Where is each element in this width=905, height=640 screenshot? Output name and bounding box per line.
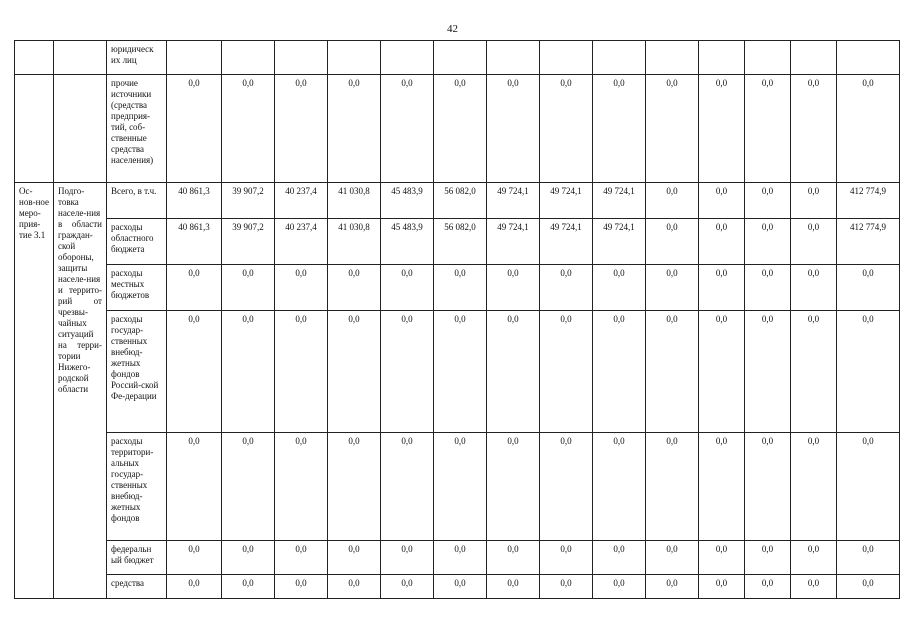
value-cell: 0,0 — [167, 575, 222, 599]
value-cell — [434, 41, 487, 75]
value-cell: 0,0 — [593, 433, 646, 541]
value-cell: 0,0 — [381, 575, 434, 599]
source-cell: расходы местных бюджетов — [107, 265, 167, 311]
value-cell: 0,0 — [540, 541, 593, 575]
table-row — [15, 41, 900, 75]
value-cell — [328, 41, 381, 75]
source-cell: Всего, в т.ч. — [107, 183, 167, 219]
value-cell: 0,0 — [381, 75, 434, 183]
value-cell: 0,0 — [434, 575, 487, 599]
value-cell: 40 237,4 — [275, 219, 328, 265]
value-cell: 0,0 — [222, 433, 275, 541]
value-cell — [745, 41, 791, 75]
value-cell: 0,0 — [434, 311, 487, 433]
value-cell: 0,0 — [167, 75, 222, 183]
table-row — [15, 575, 900, 599]
value-cell: 0,0 — [434, 75, 487, 183]
value-cell: 39 907,2 — [222, 219, 275, 265]
value-cell — [381, 41, 434, 75]
value-cell: 0,0 — [837, 541, 900, 575]
value-cell: 0,0 — [791, 183, 837, 219]
value-cell: 0,0 — [167, 541, 222, 575]
value-cell — [487, 41, 540, 75]
activity-name-cell — [54, 41, 107, 75]
value-cell: 0,0 — [593, 311, 646, 433]
value-cell: 39 907,2 — [222, 183, 275, 219]
value-cell: 0,0 — [540, 311, 593, 433]
value-cell: 0,0 — [699, 219, 745, 265]
value-cell: 0,0 — [167, 311, 222, 433]
value-cell: 0,0 — [646, 219, 699, 265]
value-cell: 0,0 — [540, 433, 593, 541]
value-cell: 0,0 — [646, 541, 699, 575]
value-cell: 0,0 — [593, 575, 646, 599]
value-cell: 0,0 — [791, 75, 837, 183]
value-cell: 49 724,1 — [593, 219, 646, 265]
value-cell: 0,0 — [646, 265, 699, 311]
value-cell: 0,0 — [222, 575, 275, 599]
value-cell: 0,0 — [699, 183, 745, 219]
table-row — [15, 265, 900, 311]
value-cell: 412 774,9 — [837, 219, 900, 265]
value-cell: 0,0 — [837, 75, 900, 183]
value-cell: 0,0 — [646, 311, 699, 433]
value-cell: 0,0 — [791, 219, 837, 265]
value-cell: 0,0 — [487, 75, 540, 183]
value-cell: 49 724,1 — [540, 183, 593, 219]
value-cell: 0,0 — [699, 75, 745, 183]
value-cell: 0,0 — [593, 541, 646, 575]
value-cell: 0,0 — [222, 541, 275, 575]
value-cell: 0,0 — [745, 183, 791, 219]
value-cell — [593, 41, 646, 75]
value-cell: 0,0 — [837, 433, 900, 541]
page-number: 42 — [447, 23, 458, 35]
value-cell: 412 774,9 — [837, 183, 900, 219]
source-cell: расходы государ-ственных внебюд-жетных фондов Россий-ской Фе-дерации — [107, 311, 167, 433]
value-cell: 0,0 — [745, 311, 791, 433]
value-cell: 0,0 — [837, 575, 900, 599]
activity-code-cell — [15, 41, 54, 75]
value-cell: 0,0 — [328, 433, 381, 541]
activity-name-cell — [54, 75, 107, 183]
value-cell: 45 483,9 — [381, 219, 434, 265]
value-cell: 0,0 — [699, 265, 745, 311]
value-cell: 56 082,0 — [434, 219, 487, 265]
value-cell: 0,0 — [699, 541, 745, 575]
value-cell: 0,0 — [791, 433, 837, 541]
value-cell: 0,0 — [487, 265, 540, 311]
value-cell: 0,0 — [381, 265, 434, 311]
value-cell: 0,0 — [434, 541, 487, 575]
value-cell — [699, 41, 745, 75]
value-cell: 0,0 — [837, 265, 900, 311]
value-cell: 0,0 — [487, 541, 540, 575]
value-cell: 0,0 — [434, 433, 487, 541]
value-cell: 0,0 — [328, 575, 381, 599]
value-cell: 40 237,4 — [275, 183, 328, 219]
value-cell: 0,0 — [381, 311, 434, 433]
value-cell: 0,0 — [699, 433, 745, 541]
value-cell: 0,0 — [791, 575, 837, 599]
value-cell: 0,0 — [699, 311, 745, 433]
table-row — [15, 219, 900, 265]
value-cell — [791, 41, 837, 75]
value-cell: 0,0 — [540, 265, 593, 311]
source-cell: прочие источники (средства предприя-тий, соб-ственные средства населения) — [107, 75, 167, 183]
table-row — [15, 541, 900, 575]
value-cell: 0,0 — [791, 541, 837, 575]
value-cell: 0,0 — [699, 575, 745, 599]
value-cell: 40 861,3 — [167, 183, 222, 219]
value-cell: 0,0 — [540, 75, 593, 183]
value-cell: 0,0 — [167, 265, 222, 311]
table-row — [15, 75, 900, 183]
value-cell: 0,0 — [328, 75, 381, 183]
value-cell: 0,0 — [593, 75, 646, 183]
source-cell: расходы территори-альных государ-ственных внебюд-жетных фондов — [107, 433, 167, 541]
value-cell: 41 030,8 — [328, 219, 381, 265]
value-cell: 0,0 — [745, 575, 791, 599]
value-cell: 0,0 — [275, 541, 328, 575]
value-cell: 0,0 — [275, 575, 328, 599]
activity-code-cell — [15, 75, 54, 183]
value-cell: 0,0 — [646, 75, 699, 183]
table-row — [15, 183, 900, 219]
value-cell: 0,0 — [434, 265, 487, 311]
value-cell: 0,0 — [275, 311, 328, 433]
table-row — [15, 433, 900, 541]
value-cell: 0,0 — [791, 311, 837, 433]
value-cell: 49 724,1 — [540, 219, 593, 265]
budget-table — [14, 40, 900, 599]
value-cell: 0,0 — [745, 433, 791, 541]
value-cell: 0,0 — [222, 75, 275, 183]
value-cell: 0,0 — [487, 311, 540, 433]
value-cell: 0,0 — [328, 311, 381, 433]
source-cell: юридическ их лиц — [107, 41, 167, 75]
value-cell: 0,0 — [487, 575, 540, 599]
value-cell — [222, 41, 275, 75]
value-cell: 0,0 — [381, 433, 434, 541]
value-cell — [167, 41, 222, 75]
value-cell: 41 030,8 — [328, 183, 381, 219]
value-cell — [275, 41, 328, 75]
source-cell: федеральн ый бюджет — [107, 541, 167, 575]
value-cell: 0,0 — [837, 311, 900, 433]
value-cell: 49 724,1 — [487, 219, 540, 265]
value-cell: 0,0 — [745, 75, 791, 183]
value-cell: 0,0 — [381, 541, 434, 575]
value-cell — [540, 41, 593, 75]
table-row — [15, 311, 900, 433]
activity-name-cell: Подго-товка населе-ния в области граждан-ской обороны, защиты населе-ния и террито-рий от чрезвы-чайных ситуаций на терри-тории Нижего-родской области — [54, 183, 107, 599]
value-cell: 0,0 — [487, 433, 540, 541]
value-cell: 0,0 — [222, 265, 275, 311]
source-cell: расходы областного бюджета — [107, 219, 167, 265]
value-cell: 0,0 — [745, 265, 791, 311]
value-cell: 40 861,3 — [167, 219, 222, 265]
value-cell: 0,0 — [275, 265, 328, 311]
value-cell: 0,0 — [593, 265, 646, 311]
value-cell: 0,0 — [646, 575, 699, 599]
value-cell: 0,0 — [646, 433, 699, 541]
value-cell — [646, 41, 699, 75]
value-cell: 0,0 — [745, 541, 791, 575]
value-cell: 56 082,0 — [434, 183, 487, 219]
value-cell: 0,0 — [791, 265, 837, 311]
activity-code-cell: Ос-нов-ное меро-прия-тие 3.1 — [15, 183, 54, 599]
value-cell: 0,0 — [540, 575, 593, 599]
value-cell: 0,0 — [646, 183, 699, 219]
source-cell: средства — [107, 575, 167, 599]
value-cell: 0,0 — [745, 219, 791, 265]
value-cell: 0,0 — [328, 265, 381, 311]
value-cell: 0,0 — [222, 311, 275, 433]
value-cell: 0,0 — [275, 433, 328, 541]
value-cell: 0,0 — [167, 433, 222, 541]
value-cell: 49 724,1 — [593, 183, 646, 219]
value-cell: 0,0 — [328, 541, 381, 575]
value-cell: 0,0 — [275, 75, 328, 183]
value-cell: 45 483,9 — [381, 183, 434, 219]
value-cell: 49 724,1 — [487, 183, 540, 219]
value-cell — [837, 41, 900, 75]
